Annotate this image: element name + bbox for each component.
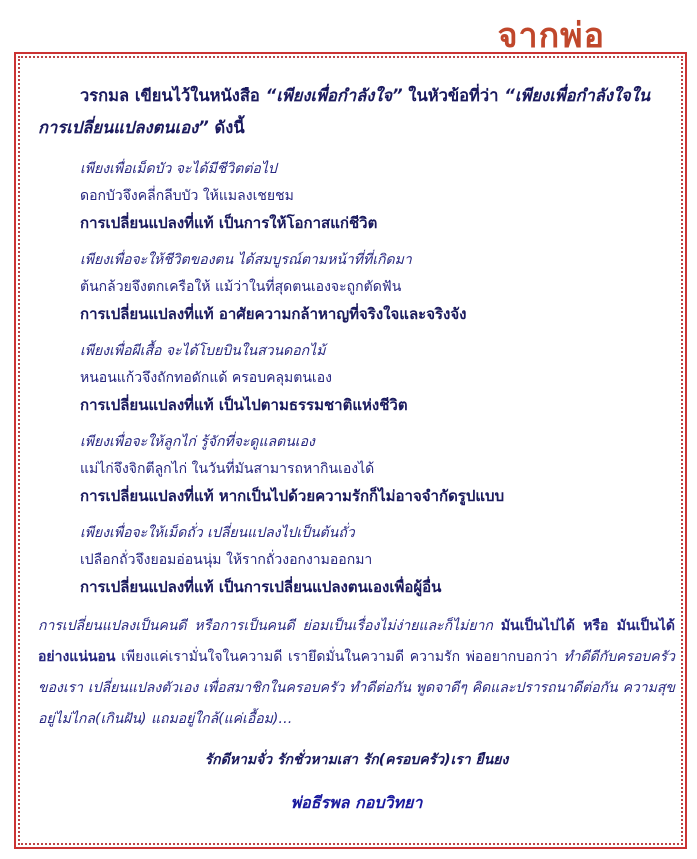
conclusion-emphasis: มันเป็นไปได้ หรือ มันเป็นได้อย่างแน่นอน <box>38 618 675 665</box>
intro-text: ในหัวข้อที่ว่า <box>402 86 505 105</box>
stanza-moral: การเปลี่ยนแปลงที่แท้ อาศัยความกล้าหาญที่จริงใจและจริงจัง <box>80 305 467 323</box>
book-title: “เพียงเพื่อกำลังใจ” <box>265 86 403 105</box>
conclusion-text: เพียงแค่เรามั่นใจในความดี เรายึดมั่นในความดี ความรัก พ่ออยากบอกว่า <box>115 649 564 665</box>
stanza-line: เพียงเพื่อผีเสื้อ จะได้โบยบินในสวนดอกไม้ <box>80 343 326 359</box>
page-title: จากพ่อ <box>497 16 605 56</box>
stanza-line: แม่ไก่จึงจิกตีลูกไก่ ในวันที่มันสามารถหากินเองได้ <box>80 461 375 477</box>
conclusion-text: ทำดีดีกับครอบครัวของเรา เปลี่ยนแปลงตัวเอง เพื่อสมาชิกในครอบครัว ทำดีต่อกัน พูดจาดีๆ คิดและปรารถนาดีต่อกัน ความสุขอยู่ไม่ไกล(เกินฝัน) แถมอยู่ใกล้(แค่เอื้อม)… <box>38 649 675 727</box>
stanza-moral: การเปลี่ยนแปลงที่แท้ เป็นไปตามธรรมชาติแห่งชีวิต <box>80 396 408 414</box>
intro-text: วรกมล เขียนไว้ในหนังสือ <box>80 86 266 105</box>
poem-stanza <box>80 338 675 419</box>
topic-title: “เพียงเพื่อกำลังใจในการเปลี่ยนแปลงตนเอง” <box>38 86 650 137</box>
stanza-line: หนอนแก้วจึงถักทอดักแด้ ครอบคลุมตนเอง <box>80 370 332 386</box>
stanza-line: ดอกบัวจึงคลี่กลีบบัว ให้แมลงเชยชม <box>80 188 294 204</box>
stanza-moral: การเปลี่ยนแปลงที่แท้ เป็นการเปลี่ยนแปลงตนเองเพื่อผู้อื่น <box>80 578 442 596</box>
poem-stanza <box>80 520 675 601</box>
stanza-line: ต้นกล้วยจึงตกเครือให้ แม้ว่าในที่สุดตนเองจะถูกตัดฟัน <box>80 279 402 295</box>
poem-stanza <box>80 156 675 237</box>
stanza-line: เพียงเพื่อเม็ดบัว จะได้มีชีวิตต่อไป <box>80 161 277 177</box>
stanza-line: เพียงเพื่อจะให้ชีวิตของตน ได้สมบูรณ์ตามหน้าที่ที่เกิดมา <box>80 252 412 268</box>
intro-paragraph <box>38 80 675 144</box>
poem-stanza <box>80 247 675 328</box>
stanza-moral: การเปลี่ยนแปลงที่แท้ หากเป็นไปด้วยความรักก็ไม่อาจจำกัดรูปแบบ <box>80 487 505 505</box>
stanza-line: เปลือกถั่วจึงยอมอ่อนนุ่ม ให้รากถั่วงอกงามออกมา <box>80 552 373 568</box>
poem-stanza <box>80 429 675 510</box>
signature: พ่อธีรพล กอบวิทยา <box>290 793 423 812</box>
conclusion-text: การเปลี่ยนแปลงเป็นคนดี หรือการเป็นคนดี ย่อมเป็นเรื่องไม่ง่ายและก็ไม่ยาก <box>38 618 501 634</box>
article-body <box>38 80 675 816</box>
stanza-moral: การเปลี่ยนแปลงที่แท้ เป็นการให้โอกาสแก่ชีวิต <box>80 214 378 232</box>
motto: รักดีหามจั่ว รักชั่วหามเสา รัก(ครอบครัว)เรา ยืนยง <box>204 752 509 768</box>
stanza-line: เพียงเพื่อจะให้เม็ดถั่ว เปลี่ยนแปลงไปเป็นต้นถั่ว <box>80 525 355 541</box>
intro-text: ดังนี้ <box>208 118 245 137</box>
stanza-line: เพียงเพื่อจะให้ลูกไก่ รู้จักที่จะดูแลตนเอง <box>80 434 315 450</box>
conclusion-paragraph <box>38 611 675 735</box>
